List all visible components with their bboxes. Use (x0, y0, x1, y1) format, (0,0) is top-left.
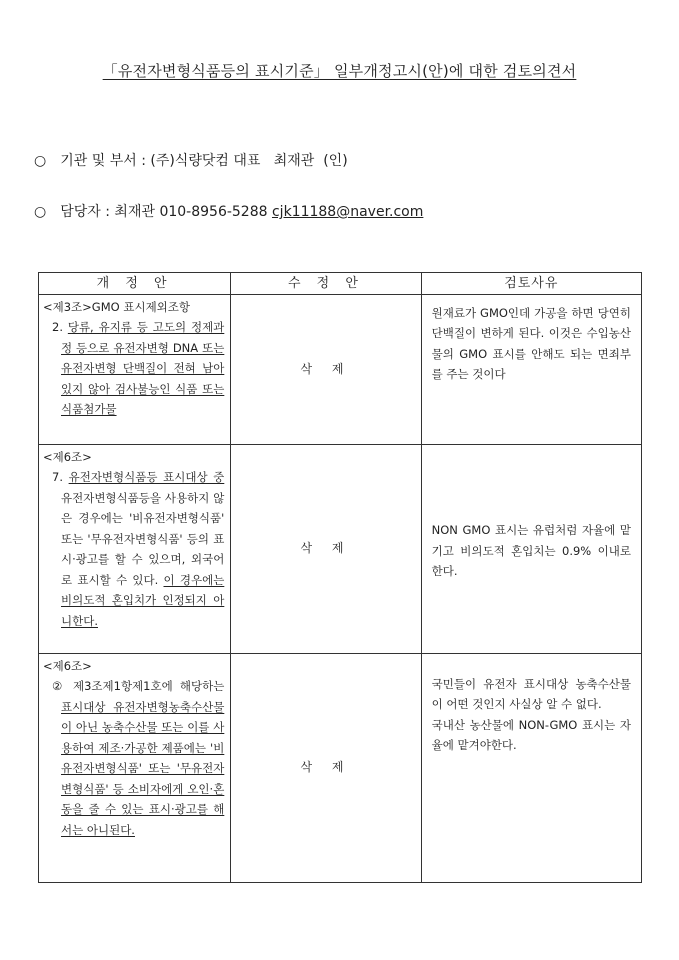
table-row (39, 654, 642, 883)
header-revision: 수 정 안 (231, 273, 421, 295)
reason-cell: NON GMO 표시는 유럽처럼 자율에 맡기고 비의도적 혼입치는 0.9% 이내로 한다. (421, 445, 641, 654)
amendment-cell (39, 654, 231, 883)
article-label: <제3조>GMO 표시제외조항 (43, 300, 190, 314)
org-label: 기관 및 부서 : (60, 153, 146, 169)
reason-text: 국민들이 유전자 표시대상 농축수산물이 어떤 것인지 사실상 알 수 없다. (431, 677, 631, 712)
amendment-text: 2. 당류, 유지류 등 고도의 정제과정 등으로 유전자변형 DNA 또는 유전자변형 단백질이 전혀 남아 있지 않아 검사불능인 식품 또는 식품첨가물 (52, 320, 225, 417)
table-row (39, 445, 642, 654)
contact-value: 최재관 010-8956-5288 (114, 204, 268, 220)
article-label: <제6조> (43, 450, 92, 464)
header-reason: 검토사유 (421, 273, 641, 295)
table-row (39, 295, 642, 445)
amendment-cell (39, 445, 231, 654)
reason-cell: 원재료가 GMO인데 가공을 하면 당연히 단백질이 변하게 된다. 이것은 수입농산물의 GMO 표시를 안해도 되는 면죄부를 주는 것이다 (421, 295, 641, 445)
amendment-text: ② 제3조제1항제1호에 해당하는 표시대상 유전자변형농축수산물이 아닌 농축수산물 또는 이를 사용하여 제조·가공한 제품에는 '비유전자변형식품' 또는 '무유전자변형식품' 등 소비자에게 오인·혼동을 줄 수 있는 표시·광고를 해서는 아니된다. (52, 679, 225, 837)
email-link[interactable]: cjk11188@naver.com (271, 204, 424, 220)
amendment-text: 7. 유전자변형식품등 표시대상 중 유전자변형식품등을 사용하지 않은 경우에는 '비유전자변형식품' 또는 '무유전자변형식품' 등의 표시·광고를 할 수 있으며, 외국어로 표시할 수 있다. 이 경우에는 비의도적 혼입치가 인정되지 아니한다. (52, 470, 225, 628)
circle-bullet-icon: ○ (34, 153, 47, 169)
revision-cell: 삭 제 (231, 295, 421, 445)
circle-bullet-icon: ○ (34, 204, 47, 220)
page-title: 「유전자변형식품등의 표시기준」 일부개정고시(안)에 대한 검토의견서 (102, 62, 577, 80)
review-table (38, 272, 642, 883)
amendment-cell (39, 295, 231, 445)
header-amendment: 개 정 안 (39, 273, 231, 295)
reason-cell (421, 654, 641, 883)
article-label: <제6조> (43, 659, 92, 673)
org-value: (주)식량닷컴 대표 최재관 (인) (150, 153, 348, 169)
contact-line (34, 201, 423, 221)
revision-cell: 삭 제 (231, 445, 421, 654)
contact-label: 담당자 : (60, 204, 110, 220)
reason-text-2: 국내산 농산물에 NON-GMO 표시는 자율에 맡겨야한다. (431, 717, 631, 753)
org-line (34, 150, 348, 170)
table-header-row (39, 273, 642, 295)
revision-cell: 삭 제 (231, 654, 421, 883)
